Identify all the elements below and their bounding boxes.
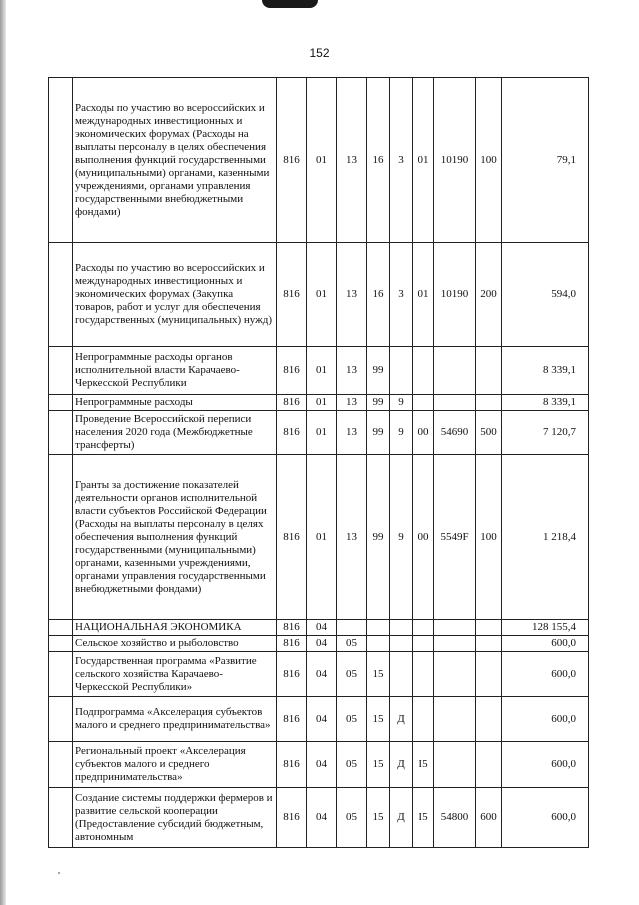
cell-section: 01 — [307, 411, 337, 455]
cell-program: 99 — [367, 411, 390, 455]
cell-project: 00 — [413, 455, 434, 620]
cell-direction — [434, 742, 476, 788]
row-description: Расходы по участию во всероссийских и международных инвестиционных и экономических форумах (Закупка товаров, работ и услуг для обеспечения государственных (муниципальных) нужд) — [73, 243, 277, 347]
table-row — [49, 347, 589, 395]
table-row — [49, 455, 589, 620]
cell-expense-type: 100 — [476, 78, 502, 243]
cell-direction: 10190 — [434, 243, 476, 347]
table-row — [49, 697, 589, 742]
blank-cell — [49, 78, 73, 243]
cell-subsection: 05 — [337, 742, 367, 788]
cell-subprogram: 3 — [390, 243, 413, 347]
cell-subsection: 13 — [337, 243, 367, 347]
cell-amount: 8 339,1 — [502, 347, 589, 395]
table-row — [49, 788, 589, 848]
table-row — [49, 411, 589, 455]
cell-ministry: 816 — [277, 411, 307, 455]
row-description: Непрограммные расходы — [73, 395, 277, 411]
cell-amount: 600,0 — [502, 788, 589, 848]
cell-project — [413, 636, 434, 652]
cell-program: 99 — [367, 395, 390, 411]
cell-direction: 54800 — [434, 788, 476, 848]
row-description: Государственная программа «Развитие сельского хозяйства Карачаево-Черкесской Республики» — [73, 652, 277, 697]
row-description: Непрограммные расходы органов исполнительной власти Карачаево-Черкесской Республики — [73, 347, 277, 395]
cell-program: 99 — [367, 347, 390, 395]
cell-subprogram: 9 — [390, 455, 413, 620]
cell-expense-type: 500 — [476, 411, 502, 455]
cell-expense-type: 100 — [476, 455, 502, 620]
cell-direction: 54690 — [434, 411, 476, 455]
cell-program — [367, 620, 390, 636]
cell-subprogram: 3 — [390, 78, 413, 243]
cell-direction — [434, 347, 476, 395]
cell-subsection: 05 — [337, 697, 367, 742]
cell-project — [413, 347, 434, 395]
row-description: Сельское хозяйство и рыболовство — [73, 636, 277, 652]
cell-ministry: 816 — [277, 788, 307, 848]
row-description: Расходы по участию во всероссийских и международных инвестиционных и экономических форумах (Расходы на выплаты персоналу в целях обеспечения выполнения функций государственными (муниципальными) органами, казенными учреждениями, органами управления государственными внебюджетными фондами) — [73, 78, 277, 243]
cell-subsection: 13 — [337, 395, 367, 411]
cell-program: 99 — [367, 455, 390, 620]
blank-cell — [49, 411, 73, 455]
cell-subprogram: Д — [390, 742, 413, 788]
cell-subprogram: 9 — [390, 395, 413, 411]
cell-program — [367, 636, 390, 652]
row-description: Подпрограмма «Акселерация субъектов малого и среднего предпринимательства» — [73, 697, 277, 742]
cell-subprogram — [390, 652, 413, 697]
cell-direction: 10190 — [434, 78, 476, 243]
cell-project — [413, 697, 434, 742]
row-description: Региональный проект «Акселерация субъектов малого и среднего предпринимательства» — [73, 742, 277, 788]
cell-project: 00 — [413, 411, 434, 455]
cell-subsection: 13 — [337, 455, 367, 620]
cell-ministry: 816 — [277, 243, 307, 347]
table-row — [49, 652, 589, 697]
cell-direction: 5549F — [434, 455, 476, 620]
cell-amount: 600,0 — [502, 636, 589, 652]
row-description: Создание системы поддержки фермеров и развитие сельской кооперации (Предоставление субсидий бюджетным, автономным — [73, 788, 277, 848]
cell-section: 04 — [307, 620, 337, 636]
cell-program: 15 — [367, 697, 390, 742]
cell-program: 16 — [367, 78, 390, 243]
cell-amount: 600,0 — [502, 697, 589, 742]
cell-project: 01 — [413, 243, 434, 347]
cell-amount: 7 120,7 — [502, 411, 589, 455]
table-row — [49, 742, 589, 788]
page-left-edge-shadow — [0, 0, 6, 905]
scan-speck — [58, 872, 60, 874]
budget-table — [48, 77, 589, 848]
cell-section: 04 — [307, 652, 337, 697]
cell-direction — [434, 620, 476, 636]
cell-amount: 128 155,4 — [502, 620, 589, 636]
table-row — [49, 620, 589, 636]
page-number: 152 — [309, 46, 330, 60]
blank-cell — [49, 697, 73, 742]
row-description: Проведение Всероссийской переписи населения 2020 года (Межбюджетные трансферты) — [73, 411, 277, 455]
cell-project — [413, 620, 434, 636]
cell-expense-type — [476, 347, 502, 395]
cell-section: 04 — [307, 697, 337, 742]
cell-section: 01 — [307, 455, 337, 620]
table-row — [49, 243, 589, 347]
cell-ministry: 816 — [277, 620, 307, 636]
cell-project: I5 — [413, 742, 434, 788]
cell-subsection: 05 — [337, 652, 367, 697]
cell-subprogram: Д — [390, 788, 413, 848]
blank-cell — [49, 788, 73, 848]
row-description: Гранты за достижение показателей деятельности органов исполнительной власти субъектов Российской Федерации (Расходы на выплаты персоналу в целях обеспечения выполнения функций государственными (муниципальными) органами, казенными учреждениями, органами управления государственными внебюджетными фондами) — [73, 455, 277, 620]
cell-project: 01 — [413, 78, 434, 243]
cell-amount: 600,0 — [502, 652, 589, 697]
cell-section: 01 — [307, 395, 337, 411]
cell-section: 01 — [307, 243, 337, 347]
cell-subprogram — [390, 636, 413, 652]
cell-subprogram — [390, 620, 413, 636]
cell-project: I5 — [413, 788, 434, 848]
table-row — [49, 636, 589, 652]
cell-ministry: 816 — [277, 395, 307, 411]
cell-ministry: 816 — [277, 455, 307, 620]
cell-expense-type — [476, 636, 502, 652]
cell-expense-type: 600 — [476, 788, 502, 848]
table-row — [49, 395, 589, 411]
cell-expense-type — [476, 395, 502, 411]
cell-ministry: 816 — [277, 347, 307, 395]
cell-section: 04 — [307, 788, 337, 848]
cell-amount: 79,1 — [502, 78, 589, 243]
cell-subprogram — [390, 347, 413, 395]
blank-cell — [49, 636, 73, 652]
binder-mark — [262, 0, 318, 8]
cell-project — [413, 652, 434, 697]
cell-subsection: 05 — [337, 636, 367, 652]
cell-expense-type: 200 — [476, 243, 502, 347]
cell-direction — [434, 652, 476, 697]
cell-ministry: 816 — [277, 636, 307, 652]
cell-subsection: 13 — [337, 347, 367, 395]
blank-cell — [49, 243, 73, 347]
cell-expense-type — [476, 620, 502, 636]
cell-ministry: 816 — [277, 78, 307, 243]
cell-subprogram: 9 — [390, 411, 413, 455]
cell-direction — [434, 636, 476, 652]
cell-subprogram: Д — [390, 697, 413, 742]
cell-expense-type — [476, 742, 502, 788]
cell-amount: 1 218,4 — [502, 455, 589, 620]
blank-cell — [49, 742, 73, 788]
cell-ministry: 816 — [277, 697, 307, 742]
cell-ministry: 816 — [277, 652, 307, 697]
cell-program: 16 — [367, 243, 390, 347]
blank-cell — [49, 620, 73, 636]
cell-subsection: 05 — [337, 788, 367, 848]
cell-subsection — [337, 620, 367, 636]
cell-section: 01 — [307, 78, 337, 243]
cell-project — [413, 395, 434, 411]
row-description: НАЦИОНАЛЬНАЯ ЭКОНОМИКА — [73, 620, 277, 636]
cell-section: 01 — [307, 347, 337, 395]
cell-amount: 600,0 — [502, 742, 589, 788]
cell-direction — [434, 395, 476, 411]
blank-cell — [49, 395, 73, 411]
table-row — [49, 78, 589, 243]
cell-direction — [434, 697, 476, 742]
cell-section: 04 — [307, 636, 337, 652]
cell-section: 04 — [307, 742, 337, 788]
cell-expense-type — [476, 697, 502, 742]
blank-cell — [49, 347, 73, 395]
cell-subsection: 13 — [337, 411, 367, 455]
cell-program: 15 — [367, 652, 390, 697]
cell-ministry: 816 — [277, 742, 307, 788]
cell-expense-type — [476, 652, 502, 697]
cell-subsection: 13 — [337, 78, 367, 243]
cell-program: 15 — [367, 788, 390, 848]
blank-cell — [49, 455, 73, 620]
cell-program: 15 — [367, 742, 390, 788]
blank-cell — [49, 652, 73, 697]
cell-amount: 594,0 — [502, 243, 589, 347]
cell-amount: 8 339,1 — [502, 395, 589, 411]
